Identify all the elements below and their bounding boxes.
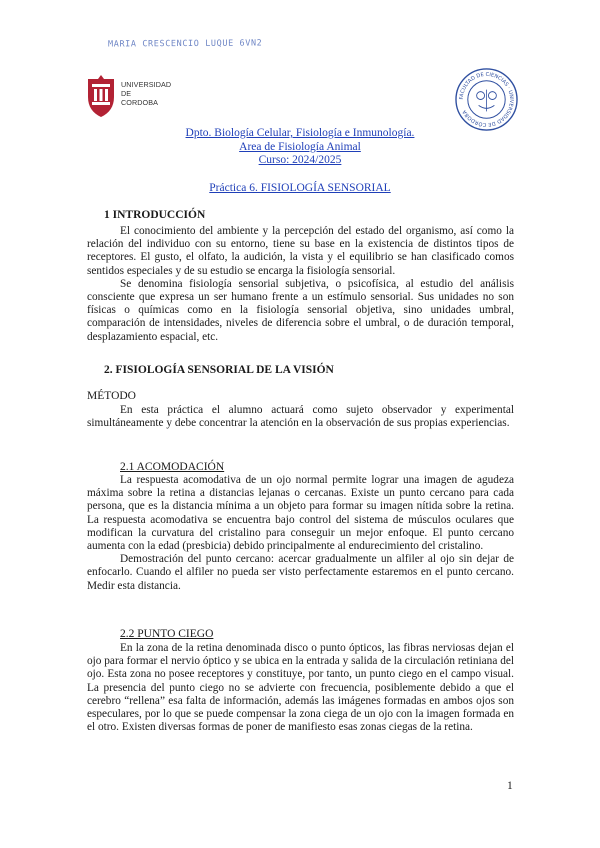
section-1-body	[87, 225, 514, 344]
handwritten-note: MARIA CRESCENCIO LUQUE 6VN2	[107, 38, 263, 50]
department-header	[0, 127, 600, 168]
metodo-label: MÉTODO	[87, 390, 136, 402]
paragraph: En la zona de la retina denominada disco o punto ópticos, las fibras nerviosas dejan el ojo para formar el nervio óptico y se ubica en la entrada y salida de la circulación retiniana del ojo. Esta zona no posee receptores y constituye, por tanto, un punto ciego en el campo visual. La presencia del punto ciego no se advierte con frecuencia, posiblemente debido a que el cerebro “rellena” esa falta de información, además las imágenes formadas en ambos ojos son especulares, por lo que se puede compensar la zona ciega de un ojo con la imagen formada en el otro. Existen diversas formas de poner de manifiesto esas zonas ciegas de la retina.	[87, 642, 514, 734]
section-1-heading: 1 INTRODUCCIÓN	[104, 209, 206, 221]
subsection-acomodacion-body	[87, 474, 514, 593]
department-link[interactable]: Dpto. Biología Celular, Fisiología e Inmunología.	[185, 127, 415, 139]
paragraph: El conocimiento del ambiente y la percepción del estado del organismo, así como la relación del individuo con su entorno, tiene su base en la existencia de distintos tipos de receptores. El gusto, el olfato, la audición, la vista y el equilibrio se han clasificado comos sentidos especiales y de su estudio se encarga la fisiología sensorial.	[87, 225, 514, 277]
paragraph: Demostración del punto cercano: acercar gradualmente un alfiler al ojo sin dejar de enfocarlo. Cuando el alfiler no pueda ser visto perfectamente estaremos en el punto cercano. Medir esta distancia.	[87, 553, 514, 592]
university-shield-icon	[86, 75, 116, 119]
page-number: 1	[507, 780, 513, 792]
subsection-punto-ciego-title: 2.2 PUNTO CIEGO	[120, 628, 214, 640]
area-link[interactable]: Area de Fisiología Animal	[239, 140, 361, 153]
paragraph: Se denomina fisiología sensorial subjetiva, o psicofísica, al estudio del análisis consciente que expresa un ser humano frente a un estímulo sensorial. Sus unidades no son físicas o químicas como en la fisiología sensorial objetiva, sino unidades umbral, comparación de intensidades, niveles de diferencia sobre el umbral, o de duración temporal, desplazamiento espacial, etc.	[87, 277, 514, 343]
svg-text:FACULTAD DE CIENCIAS · UNIVERS: FACULTAD DE CIENCIAS · UNIVERSIDAD DE CÓRDOBA	[458, 71, 515, 128]
paragraph: La respuesta acomodativa de un ojo normal permite lograr una imagen de agudeza máxima sobre la retina a distancias lejanas o cercanas. Existe un punto cercano para cada persona, que es la distancia mínima a un objeto para formar su imagen nítida sobre la retina. La respuesta acomodativa se encuentra bajo control del sistema de músculos oculares que modifican la curvatura del cristalino para conseguir un mejor enfoque. El punto cercano aumenta con la edad (presbicia) debido principalmente al endurecimiento del cristalino.	[87, 474, 514, 553]
faculty-seal-icon	[455, 68, 518, 131]
metodo-body	[87, 404, 514, 430]
subsection-acomodacion-title: 2.1 ACOMODACIÓN	[120, 461, 225, 473]
university-logo	[86, 73, 176, 121]
subsection-punto-ciego-body	[87, 642, 514, 734]
practica-title	[0, 182, 600, 194]
curso-link[interactable]: Curso: 2024/2025	[258, 154, 342, 166]
faculty-seal	[455, 68, 518, 131]
university-name: UNIVERSIDAD DE CORDOBA	[121, 80, 172, 107]
practica-link[interactable]: Práctica 6. FISIOLOGÍA SENSORIAL	[209, 182, 391, 194]
section-2-heading: 2. FISIOLOGÍA SENSORIAL DE LA VISIÓN	[104, 364, 334, 376]
paragraph: En esta práctica el alumno actuará como sujeto observador y experimental simultáneamente y debe concentrar la atención en la observación de sus propias experiencias.	[87, 404, 514, 430]
